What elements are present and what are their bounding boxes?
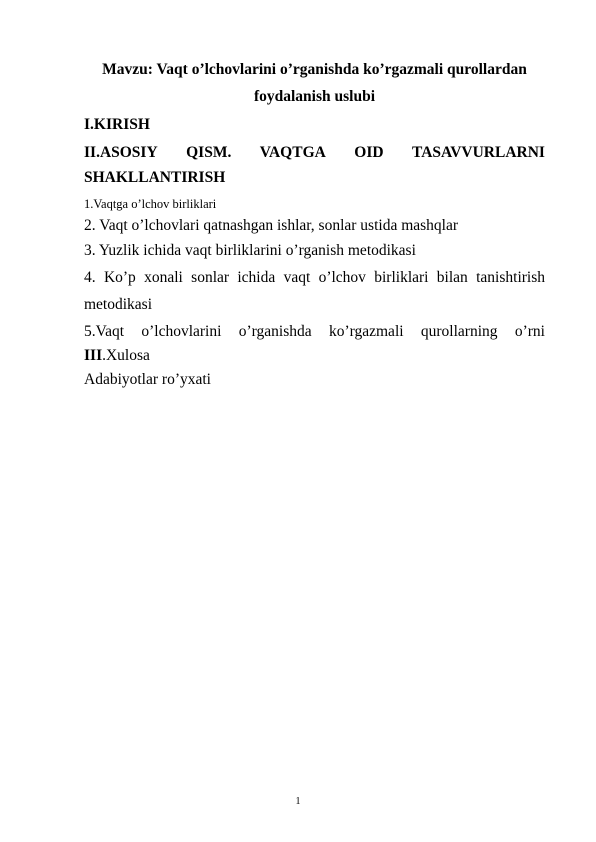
toc-item-4-word: Ko’p [103, 269, 136, 286]
toc-main-word: TASAVVURLARNI [412, 144, 545, 161]
toc-item-4-word: ichida [237, 269, 276, 286]
toc-main-word: VAQTGA [259, 144, 326, 161]
toc-item-4-word: o’lchov [318, 269, 366, 286]
toc-item-4-cont: metodikasi [84, 296, 153, 313]
toc-item-4-word: xonali [144, 269, 183, 286]
toc-main-word: OID [354, 144, 384, 161]
toc-item-5-word: qurollarning [420, 323, 498, 340]
toc-item-5-word: 5.Vaqt [84, 323, 125, 340]
toc-conclusion [84, 346, 545, 366]
toc-item-5-word: ko’rgazmali [328, 323, 404, 340]
toc-main-word: QISM. [186, 144, 232, 161]
toc-item-4-word: bilan [436, 269, 468, 286]
toc-intro: I.KIRISH [84, 116, 150, 133]
toc-item-5-word: o’lchovlarini [141, 323, 222, 340]
toc-conclusion-label: .Xulosa [102, 347, 150, 364]
toc-item-5-word: o’rganishda [238, 323, 312, 340]
toc-item-4 [84, 268, 545, 288]
toc-item-2: 2. Vaqt o’lchovlari qatnashgan ishlar, sonlar ustida mashqlar [84, 217, 459, 234]
toc-main-section [84, 143, 545, 163]
toc-item-5 [84, 322, 545, 342]
toc-item-4-word: 4. [84, 269, 96, 286]
toc-main-section-cont: SHAKLLANTIRISH [84, 169, 226, 186]
toc-item-4-word: tanishtirish [476, 269, 545, 286]
toc-main-word: II.ASOSIY [84, 144, 158, 161]
toc-references: Adabiyotlar ro’yxati [84, 371, 211, 388]
toc-item-4-word: sonlar [191, 269, 230, 286]
toc-conclusion-numeral: III [84, 347, 103, 364]
toc-item-4-word: vaqt [283, 269, 311, 286]
toc-item-3: 3. Yuzlik ichida vaqt birliklarini o’rganish metodikasi [84, 242, 416, 259]
document-title-line-1: Mavzu: Vaqt o’lchovlarini o’rganishda ko’rgazmali qurollardan [102, 61, 527, 78]
document-title-line-2: foydalanish uslubi [253, 88, 376, 105]
toc-item-5-word: o’rni [514, 323, 545, 340]
toc-item-1: 1.Vaqtga o’lchov birliklari [84, 197, 217, 211]
toc-item-4-word: birliklari [374, 269, 429, 286]
page-number: 1 [295, 796, 301, 807]
